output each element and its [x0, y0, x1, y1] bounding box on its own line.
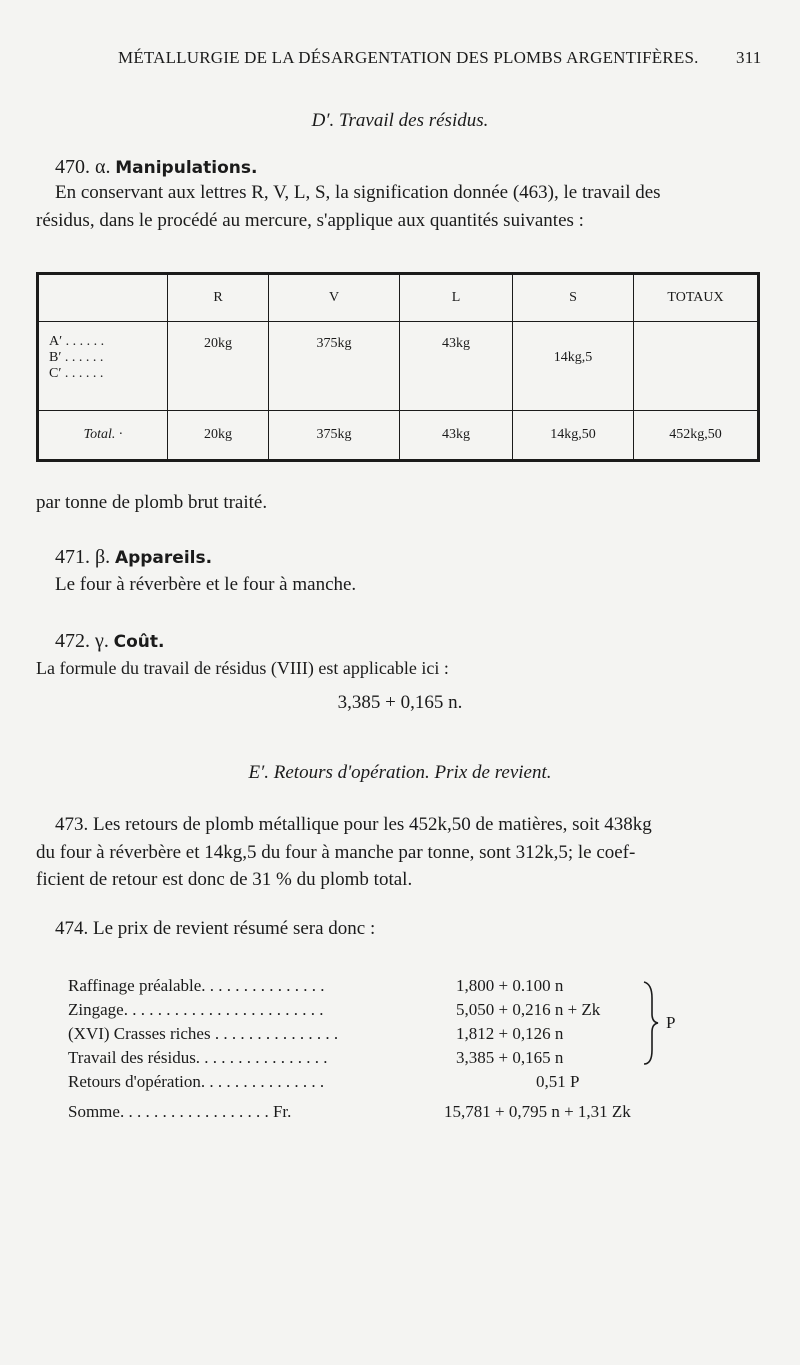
cost-value: 1,800 + 0.100 n — [456, 976, 564, 995]
cost-label: Retours d'opération. . . . . . . . . . . . . . . — [68, 1072, 325, 1091]
row-label-b: B′ . . . . . . — [49, 350, 104, 365]
running-title: MÉTALLURGIE DE LA DÉSARGENTATION DES PLOMBS ARGENTIFÈRES. — [118, 48, 699, 67]
total-v: 375kg — [269, 411, 400, 461]
paragraph-line: En conservant aux lettres R, V, L, S, la signification donnée (463), le travail des — [55, 182, 661, 203]
paragraph-471-heading — [55, 546, 212, 569]
sum-value: 15,781 + 0,795 n + 1,31 Zk — [444, 1102, 631, 1121]
paragraph-line: résidus, dans le procédé au mercure, s'applique aux quantités suivantes : — [36, 210, 584, 231]
total-s: 14kg,50 — [513, 411, 634, 461]
cost-label: Travail des résidus. . . . . . . . . . . . . . . . — [68, 1048, 328, 1067]
cell-r: 20kg — [168, 322, 269, 411]
table-header-l: L — [400, 274, 513, 322]
cost-label: Raffinage préalable. . . . . . . . . . . . . . . — [68, 976, 325, 995]
paragraph-number: 471. β. — [55, 546, 111, 568]
cost-value: 5,050 + 0,216 n + Zk — [456, 1000, 601, 1019]
cost-label: (XVI) Crasses riches . . . . . . . . . . . . . . . — [68, 1024, 339, 1043]
cell-v: 375kg — [269, 322, 400, 411]
paragraph-474-intro: 474. Le prix de revient résumé sera donc : — [55, 918, 376, 939]
cell-totaux — [634, 322, 759, 411]
cell-s: 14kg,5 — [513, 322, 634, 411]
paragraph-line: Le four à réverbère et le four à manche. — [55, 574, 357, 595]
paragraph-line: 473. Les retours de plomb métallique pour les 452k,50 de matières, soit 438kg — [55, 814, 652, 835]
brace-label: P — [666, 1013, 676, 1032]
paragraph-line: par tonne de plomb brut traité. — [36, 492, 268, 513]
paragraph-470-heading — [55, 156, 257, 179]
table-header-totaux: TOTAUX — [634, 274, 759, 322]
table-header-v: V — [269, 274, 400, 322]
table-header-r: R — [168, 274, 269, 322]
total-totaux: 452kg,50 — [634, 411, 759, 461]
brace-icon — [640, 980, 662, 1066]
row-label-a: A′ . . . . . . — [49, 334, 105, 349]
table-header-empty — [38, 274, 168, 322]
paragraph-title: Coût. — [113, 632, 165, 652]
cost-value: 3,385 + 0,165 n — [456, 1048, 564, 1067]
paragraph-line: La formule du travail de résidus (VIII) est applicable ici : — [36, 658, 449, 678]
total-l: 43kg — [400, 411, 513, 461]
cost-label: Zingage. . . . . . . . . . . . . . . . . . . . . . . . — [68, 1000, 324, 1019]
paragraph-number: 470. α. — [55, 156, 111, 178]
total-label: Total. · — [38, 411, 168, 461]
paragraph-title: Appareils. — [114, 548, 213, 568]
row-labels — [38, 322, 168, 411]
residue-table — [36, 272, 760, 462]
paragraph-line: ficient de retour est donc de 31 % du plomb total. — [36, 869, 413, 890]
cost-value: 0,51 P — [536, 1072, 580, 1091]
section-heading-e: E′. Retours d'opération. Prix de revient. — [248, 762, 552, 783]
paragraph-line: du four à réverbère et 14kg,5 du four à manche par tonne, sont 312k,5; le coef- — [36, 842, 636, 863]
paragraph-title: Manipulations. — [115, 158, 258, 178]
sum-label: Somme. . . . . . . . . . . . . . . . . . Fr. — [68, 1102, 292, 1121]
paragraph-472-heading — [55, 630, 164, 653]
row-label-c: C′ . . . . . . — [49, 366, 104, 381]
total-r: 20kg — [168, 411, 269, 461]
page-number: 311 — [736, 48, 762, 67]
paragraph-number: 472. γ. — [55, 630, 109, 652]
table-header-s: S — [513, 274, 634, 322]
formula: 3,385 + 0,165 n. — [337, 692, 463, 713]
cell-l: 43kg — [400, 322, 513, 411]
section-heading-d: D′. Travail des résidus. — [311, 110, 489, 131]
cost-value: 1,812 + 0,126 n — [456, 1024, 564, 1043]
